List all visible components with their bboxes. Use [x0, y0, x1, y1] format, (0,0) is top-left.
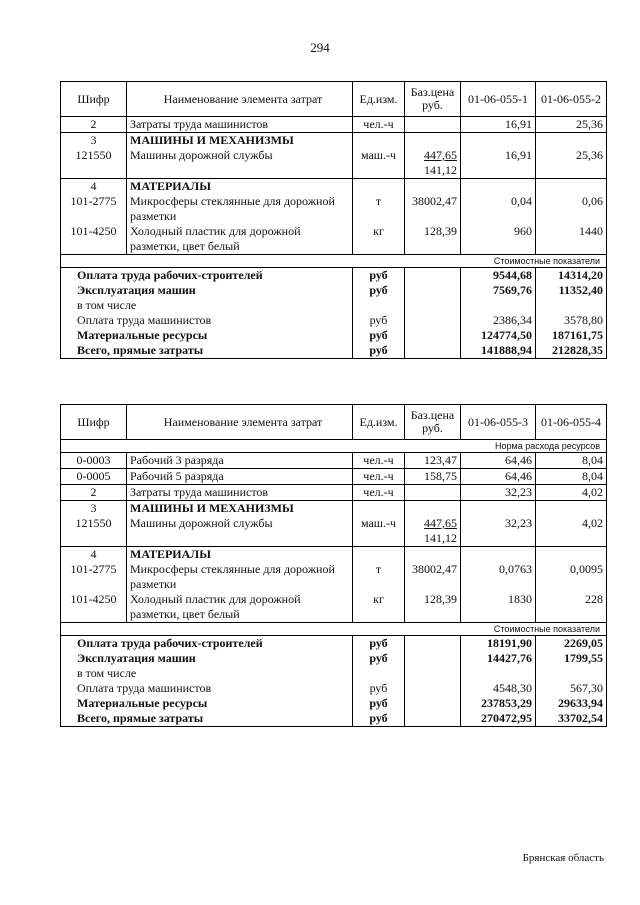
- row-name: Микросферы стеклянные для дорожной разметки: [127, 194, 353, 224]
- footer-region: Брянская область: [522, 852, 604, 864]
- row-unit: маш.-ч: [353, 148, 405, 179]
- header-col-1: 01-06-055-1: [461, 82, 536, 117]
- row-name: Холодный пластик для дорожной разметки, цвет белый: [127, 592, 353, 623]
- row-name: Машины дорожной службы: [127, 516, 353, 547]
- summary-unit: руб: [353, 283, 405, 298]
- summary-value-1: 18191,90: [461, 636, 536, 652]
- row-value-2: [536, 179, 607, 195]
- row-base-price: [405, 117, 461, 133]
- row-base-price: 158,75: [405, 469, 461, 485]
- row-value-1: 32,23: [461, 485, 536, 501]
- summary-row: [61, 696, 607, 711]
- table-row: [61, 592, 607, 623]
- header-base-price: Баз.цена руб.: [405, 82, 461, 117]
- row-code: 0-0005: [61, 469, 127, 485]
- table-header-row: [61, 405, 607, 440]
- summary-value-2: 567,30: [536, 681, 607, 696]
- summary-base-price: [405, 681, 461, 696]
- row-unit: [353, 501, 405, 517]
- row-name: Машины дорожной службы: [127, 148, 353, 179]
- summary-value-1: 270472,95: [461, 711, 536, 727]
- summary-base-price: [405, 651, 461, 666]
- summary-label: Оплата труда рабочих-строителей: [61, 268, 353, 284]
- summary-value-2: 1799,55: [536, 651, 607, 666]
- header-name: Наименование элемента затрат: [127, 405, 353, 440]
- summary-base-price: [405, 328, 461, 343]
- row-code: 101-4250: [61, 592, 127, 623]
- row-base-price: [405, 148, 461, 179]
- summary-unit: [353, 666, 405, 681]
- cost-label: Стоимостные показатели: [61, 623, 607, 636]
- summary-label: Материальные ресурсы: [61, 328, 353, 343]
- summary-label: в том числе: [61, 298, 353, 313]
- summary-label: Материальные ресурсы: [61, 696, 353, 711]
- summary-value-2: 11352,40: [536, 283, 607, 298]
- row-code: 121550: [61, 148, 127, 179]
- row-unit: кг: [353, 592, 405, 623]
- row-value-2: 8,04: [536, 453, 607, 469]
- summary-row: [61, 343, 607, 359]
- row-name: МАТЕРИАЛЫ: [127, 547, 353, 563]
- cost-label-row: [61, 255, 607, 268]
- summary-value-1: [461, 298, 536, 313]
- table-row: [61, 117, 607, 133]
- summary-base-price: [405, 696, 461, 711]
- cost-label: Стоимостные показатели: [61, 255, 607, 268]
- summary-value-1: 2386,34: [461, 313, 536, 328]
- summary-row: [61, 298, 607, 313]
- table-row: [61, 547, 607, 563]
- summary-base-price: [405, 283, 461, 298]
- summary-unit: руб: [353, 343, 405, 359]
- summary-label: Всего, прямые затраты: [61, 343, 353, 359]
- row-code: 101-4250: [61, 224, 127, 255]
- row-value-2: 25,36: [536, 148, 607, 179]
- row-name: Затраты труда машинистов: [127, 485, 353, 501]
- row-base-price: [405, 179, 461, 195]
- summary-value-2: 2269,05: [536, 636, 607, 652]
- table-row: [61, 501, 607, 517]
- row-unit: чел.-ч: [353, 117, 405, 133]
- header-base-price: Баз.цена руб.: [405, 405, 461, 440]
- table-row: [61, 516, 607, 547]
- row-value-2: 4,02: [536, 516, 607, 547]
- summary-unit: руб: [353, 313, 405, 328]
- summary-row: [61, 328, 607, 343]
- summary-unit: руб: [353, 711, 405, 727]
- row-code: 101-2775: [61, 194, 127, 224]
- summary-label: Эксплуатация машин: [61, 283, 353, 298]
- row-value-1: 64,46: [461, 469, 536, 485]
- row-name: МАТЕРИАЛЫ: [127, 179, 353, 195]
- row-code: 2: [61, 485, 127, 501]
- row-base-price: [405, 516, 461, 547]
- row-unit: чел.-ч: [353, 453, 405, 469]
- summary-value-1: [461, 666, 536, 681]
- row-unit: [353, 133, 405, 149]
- summary-label: в том числе: [61, 666, 353, 681]
- table-row: [61, 453, 607, 469]
- row-name: Рабочий 3 разряда: [127, 453, 353, 469]
- table-row: [61, 133, 607, 149]
- summary-row: [61, 636, 607, 652]
- row-value-2: 0,0095: [536, 562, 607, 592]
- summary-base-price: [405, 711, 461, 727]
- summary-value-1: 124774,50: [461, 328, 536, 343]
- row-value-2: 1440: [536, 224, 607, 255]
- row-value-1: 0,04: [461, 194, 536, 224]
- norms-label-row: [61, 440, 607, 453]
- summary-value-2: 212828,35: [536, 343, 607, 359]
- row-name: МАШИНЫ И МЕХАНИЗМЫ: [127, 133, 353, 149]
- summary-row: [61, 283, 607, 298]
- row-base-price: 123,47: [405, 453, 461, 469]
- row-unit: чел.-ч: [353, 469, 405, 485]
- row-value-2: 228: [536, 592, 607, 623]
- header-col-1: 01-06-055-3: [461, 405, 536, 440]
- row-unit: [353, 179, 405, 195]
- table-row: [61, 179, 607, 195]
- summary-value-1: 14427,76: [461, 651, 536, 666]
- row-value-2: 4,02: [536, 485, 607, 501]
- row-value-2: 0,06: [536, 194, 607, 224]
- table-row: [61, 148, 607, 179]
- summary-unit: руб: [353, 328, 405, 343]
- row-base-price: [405, 485, 461, 501]
- row-unit: [353, 547, 405, 563]
- row-code: 2: [61, 117, 127, 133]
- header-col-2: 01-06-055-4: [536, 405, 607, 440]
- row-name: Затраты труда машинистов: [127, 117, 353, 133]
- row-value-1: [461, 501, 536, 517]
- page-number: 294: [310, 40, 330, 55]
- row-value-2: 8,04: [536, 469, 607, 485]
- row-base-price: [405, 133, 461, 149]
- summary-value-2: 29633,94: [536, 696, 607, 711]
- summary-label: Всего, прямые затраты: [61, 711, 353, 727]
- header-col-2: 01-06-055-2: [536, 82, 607, 117]
- row-code: 101-2775: [61, 562, 127, 592]
- summary-row: [61, 681, 607, 696]
- summary-value-2: 187161,75: [536, 328, 607, 343]
- row-unit: кг: [353, 224, 405, 255]
- base-price-machinist-wage: 141,12: [424, 163, 457, 177]
- row-unit: маш.-ч: [353, 516, 405, 547]
- row-value-2: [536, 547, 607, 563]
- summary-value-1: 237853,29: [461, 696, 536, 711]
- summary-value-1: 9544,68: [461, 268, 536, 284]
- summary-base-price: [405, 636, 461, 652]
- header-unit: Ед.изм.: [353, 405, 405, 440]
- summary-value-2: 3578,80: [536, 313, 607, 328]
- norms-label: Норма расхода ресурсов: [61, 440, 607, 453]
- row-unit: т: [353, 194, 405, 224]
- summary-unit: руб: [353, 651, 405, 666]
- row-code: 4: [61, 179, 127, 195]
- summary-value-2: 33702,54: [536, 711, 607, 727]
- summary-base-price: [405, 343, 461, 359]
- header-name: Наименование элемента затрат: [127, 82, 353, 117]
- row-name: Холодный пластик для дорожной разметки, цвет белый: [127, 224, 353, 255]
- table-row: [61, 194, 607, 224]
- row-unit: чел.-ч: [353, 485, 405, 501]
- summary-value-2: [536, 666, 607, 681]
- summary-base-price: [405, 666, 461, 681]
- resource-table-2: [60, 404, 607, 727]
- row-value-1: 16,91: [461, 117, 536, 133]
- summary-label: Оплата труда машинистов: [61, 681, 353, 696]
- row-base-price: 128,39: [405, 592, 461, 623]
- row-value-1: [461, 547, 536, 563]
- summary-value-1: 7569,76: [461, 283, 536, 298]
- summary-unit: руб: [353, 268, 405, 284]
- summary-label: Оплата труда машинистов: [61, 313, 353, 328]
- header-code: Шифр: [61, 405, 127, 440]
- summary-unit: руб: [353, 636, 405, 652]
- row-value-2: [536, 133, 607, 149]
- table-row: [61, 469, 607, 485]
- base-price-value: 447,65: [424, 516, 457, 530]
- row-value-1: [461, 133, 536, 149]
- summary-row: [61, 651, 607, 666]
- summary-row: [61, 711, 607, 727]
- row-base-price: 38002,47: [405, 194, 461, 224]
- summary-row: [61, 268, 607, 284]
- table-row: [61, 485, 607, 501]
- summary-label: Оплата труда рабочих-строителей: [61, 636, 353, 652]
- row-code: 3: [61, 133, 127, 149]
- summary-unit: [353, 298, 405, 313]
- summary-value-1: 141888,94: [461, 343, 536, 359]
- summary-base-price: [405, 298, 461, 313]
- row-base-price: 38002,47: [405, 562, 461, 592]
- row-value-1: 16,91: [461, 148, 536, 179]
- summary-row: [61, 313, 607, 328]
- row-code: 121550: [61, 516, 127, 547]
- row-name: МАШИНЫ И МЕХАНИЗМЫ: [127, 501, 353, 517]
- header-unit: Ед.изм.: [353, 82, 405, 117]
- table-header-row: [61, 82, 607, 117]
- summary-unit: руб: [353, 681, 405, 696]
- row-code: 0-0003: [61, 453, 127, 469]
- base-price-value: 447,65: [424, 148, 457, 162]
- row-value-2: [536, 501, 607, 517]
- row-value-1: 0,0763: [461, 562, 536, 592]
- summary-label: Эксплуатация машин: [61, 651, 353, 666]
- row-base-price: 128,39: [405, 224, 461, 255]
- row-name: Рабочий 5 разряда: [127, 469, 353, 485]
- summary-value-2: [536, 298, 607, 313]
- table-row: [61, 562, 607, 592]
- summary-row: [61, 666, 607, 681]
- row-value-1: 64,46: [461, 453, 536, 469]
- row-value-1: 32,23: [461, 516, 536, 547]
- table-row: [61, 224, 607, 255]
- row-unit: т: [353, 562, 405, 592]
- row-value-1: [461, 179, 536, 195]
- row-value-2: 25,36: [536, 117, 607, 133]
- summary-base-price: [405, 313, 461, 328]
- base-price-machinist-wage: 141,12: [424, 531, 457, 545]
- resource-table-1: [60, 81, 607, 359]
- summary-unit: руб: [353, 696, 405, 711]
- row-value-1: 960: [461, 224, 536, 255]
- row-name: Микросферы стеклянные для дорожной разметки: [127, 562, 353, 592]
- summary-value-2: 14314,20: [536, 268, 607, 284]
- row-code: 3: [61, 501, 127, 517]
- summary-base-price: [405, 268, 461, 284]
- header-code: Шифр: [61, 82, 127, 117]
- row-base-price: [405, 501, 461, 517]
- row-value-1: 1830: [461, 592, 536, 623]
- summary-value-1: 4548,30: [461, 681, 536, 696]
- row-base-price: [405, 547, 461, 563]
- cost-label-row: [61, 623, 607, 636]
- row-code: 4: [61, 547, 127, 563]
